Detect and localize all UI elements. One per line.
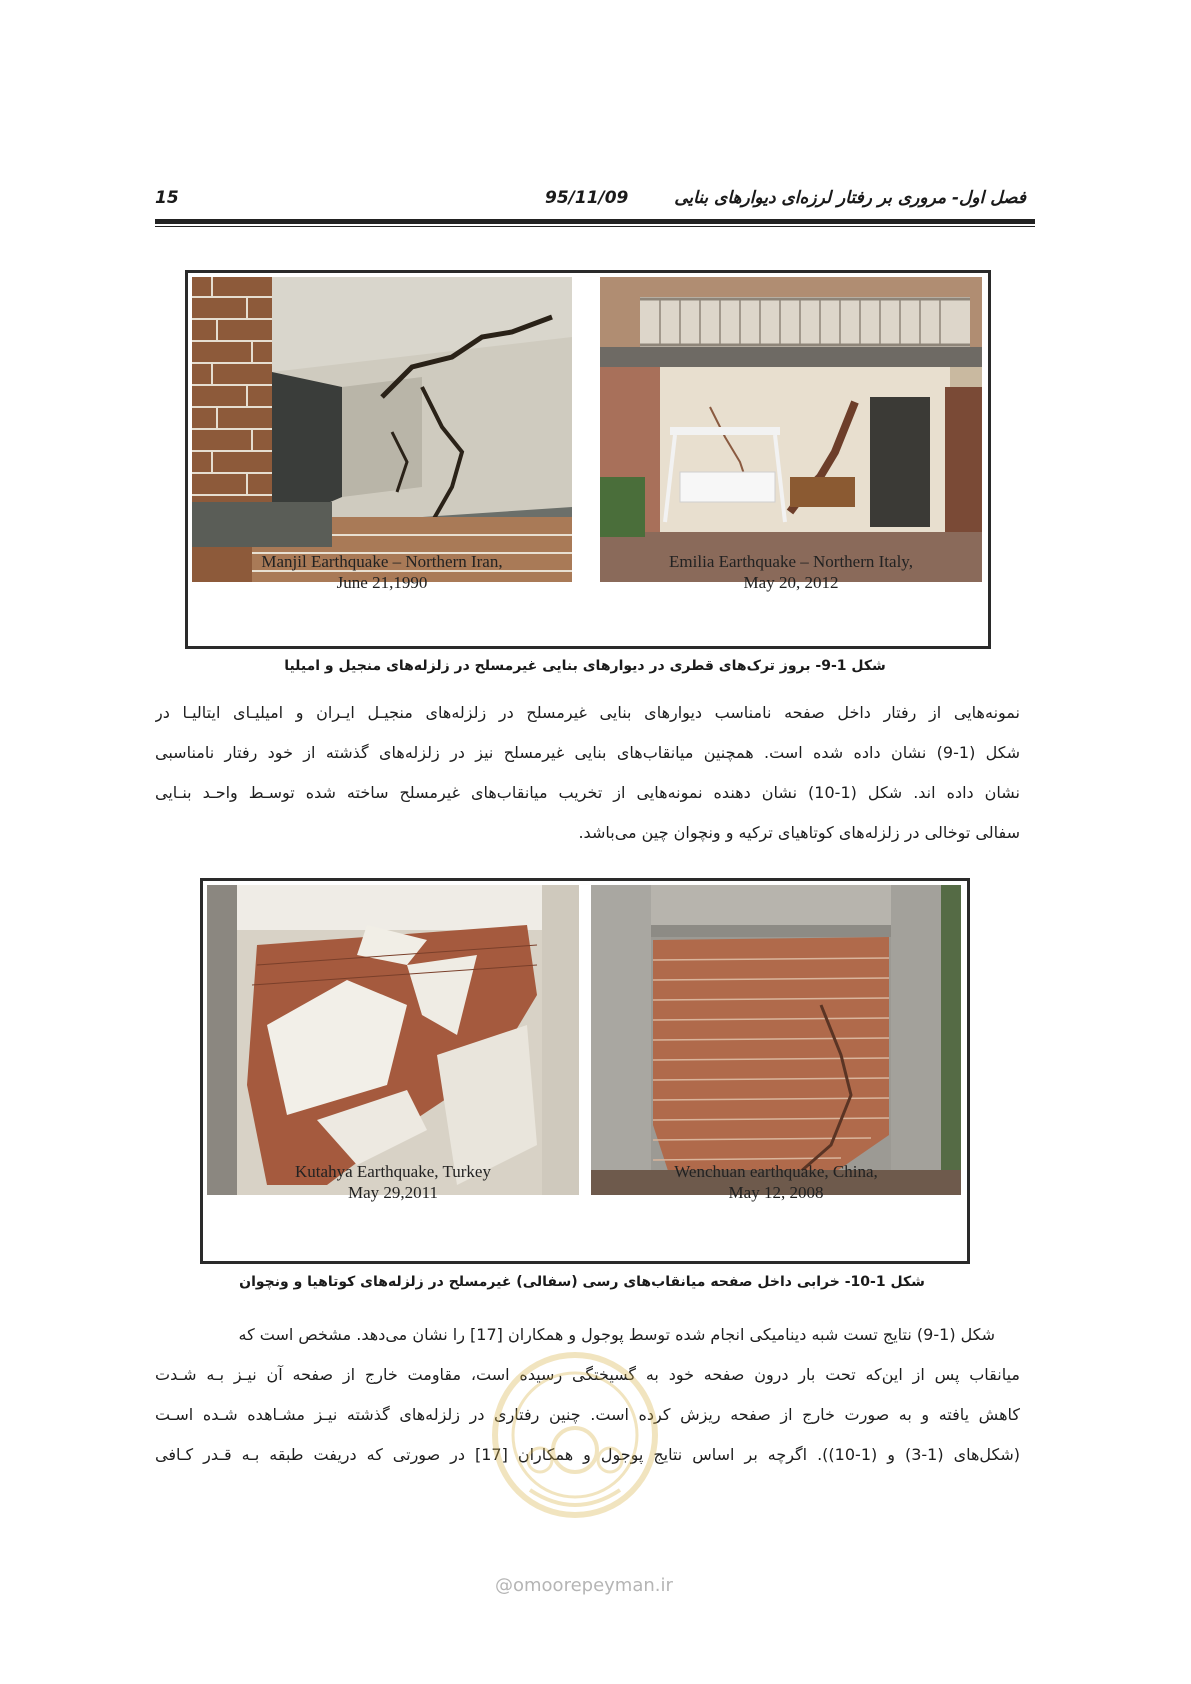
paragraph-2-line: (شکل‌های (1-3) و (1-10)). اگرچه بر اساس نتایج پوجول و همکاران [17] در صورتی که دریفت طبقه بـه قـدر کـافی	[155, 1445, 1020, 1464]
manjil-caption	[192, 551, 572, 593]
paragraph-2-line: میانقاب پس از این‌که تحت بار درون صفحه خود به گسیختگی رسیده است، مقاومت خارج از صفحه آن نیـز بـه شـدت	[155, 1365, 1020, 1384]
emilia-caption-line1: Emilia Earthquake – Northern Italy,	[669, 552, 913, 571]
emilia-caption-line2: May 20, 2012	[743, 573, 839, 592]
figure-1-title: شکل 1-9- بروز ترک‌های قطری در دیوارهای بنایی غیرمسلح در زلزله‌های منجیل و امیلیا	[284, 658, 886, 674]
page-number: 15	[155, 188, 179, 208]
kutahya-caption-line1: Kutahya Earthquake, Turkey	[295, 1162, 491, 1181]
paragraph-2-line: شکل (1-9) نتایج تست شبه دینامیکی انجام شده توسط پوجول و همکاران [17] را نشان می‌دهد. مشخص است که	[238, 1325, 995, 1344]
wenchuan-photo	[591, 885, 961, 1195]
paragraph-1-line: سفالی توخالی در زلزله‌های کوتاهیای ترکیه و ونچوان چین می‌باشد.	[578, 823, 1020, 842]
emilia-photo	[600, 277, 982, 582]
kutahya-photo	[207, 885, 579, 1195]
emilia-caption	[600, 551, 982, 593]
manjil-caption-line1: Manjil Earthquake – Northern Iran,	[261, 552, 503, 571]
figure-1	[185, 270, 991, 649]
watermark-seal	[490, 1350, 660, 1520]
kutahya-caption	[207, 1161, 579, 1203]
header-rule	[155, 219, 1035, 224]
wenchuan-caption-line1: Wenchuan earthquake, China,	[674, 1162, 878, 1181]
paragraph-1	[155, 693, 1020, 853]
paragraph-1-line: نمونه‌هایی از رفتار داخل صفحه نامناسب دیوارهای بنایی غیرمسلح در زلزله‌های منجیـل ایـران و امیلیـای ایتالیـا در	[155, 703, 1020, 722]
figure-2	[200, 878, 970, 1264]
manjil-photo	[192, 277, 572, 582]
paragraph-2-line: کاهش یافته و به صورت خارج از صفحه ریزش کرده است. چنین رفتاری در زلزله‌های گذشته نیـز مشـاهده شـده اسـت	[155, 1405, 1020, 1424]
manjil-caption-line2: June 21,1990	[336, 573, 428, 592]
header-rule-thin	[155, 226, 1035, 227]
figure-2-title: شکل 1-10- خرابی داخل صفحه میانقاب‌های رسی (سفالی) غیرمسلح در زلزله‌های کوتاهیا و ونچوان	[239, 1274, 925, 1290]
paragraph-1-line: نشان داده اند. شکل (1-10) نشان دهنده نمونه‌هایی از تخریب میانقاب‌های غیرمسلح ساخته شده توسـط واحـد بنـایی	[155, 783, 1020, 802]
wenchuan-caption	[591, 1161, 961, 1203]
watermark-url: @omoorepeyman.ir	[495, 1575, 673, 1596]
header-date: 95/11/09	[545, 188, 629, 208]
wenchuan-caption-line2: May 12, 2008	[728, 1183, 824, 1202]
paragraph-1-line: شکل (1-9) نشان داده شده است. همچنین میانقاب‌های بنایی غیرمسلح نیز در زلزله‌های گذشته از خود رفتار نامناسبی	[155, 743, 1020, 762]
kutahya-caption-line2: May 29,2011	[347, 1183, 439, 1202]
chapter-title: فصل اول- مروری بر رفتار لرزه‌ای دیوارهای بنایی	[674, 188, 1026, 208]
